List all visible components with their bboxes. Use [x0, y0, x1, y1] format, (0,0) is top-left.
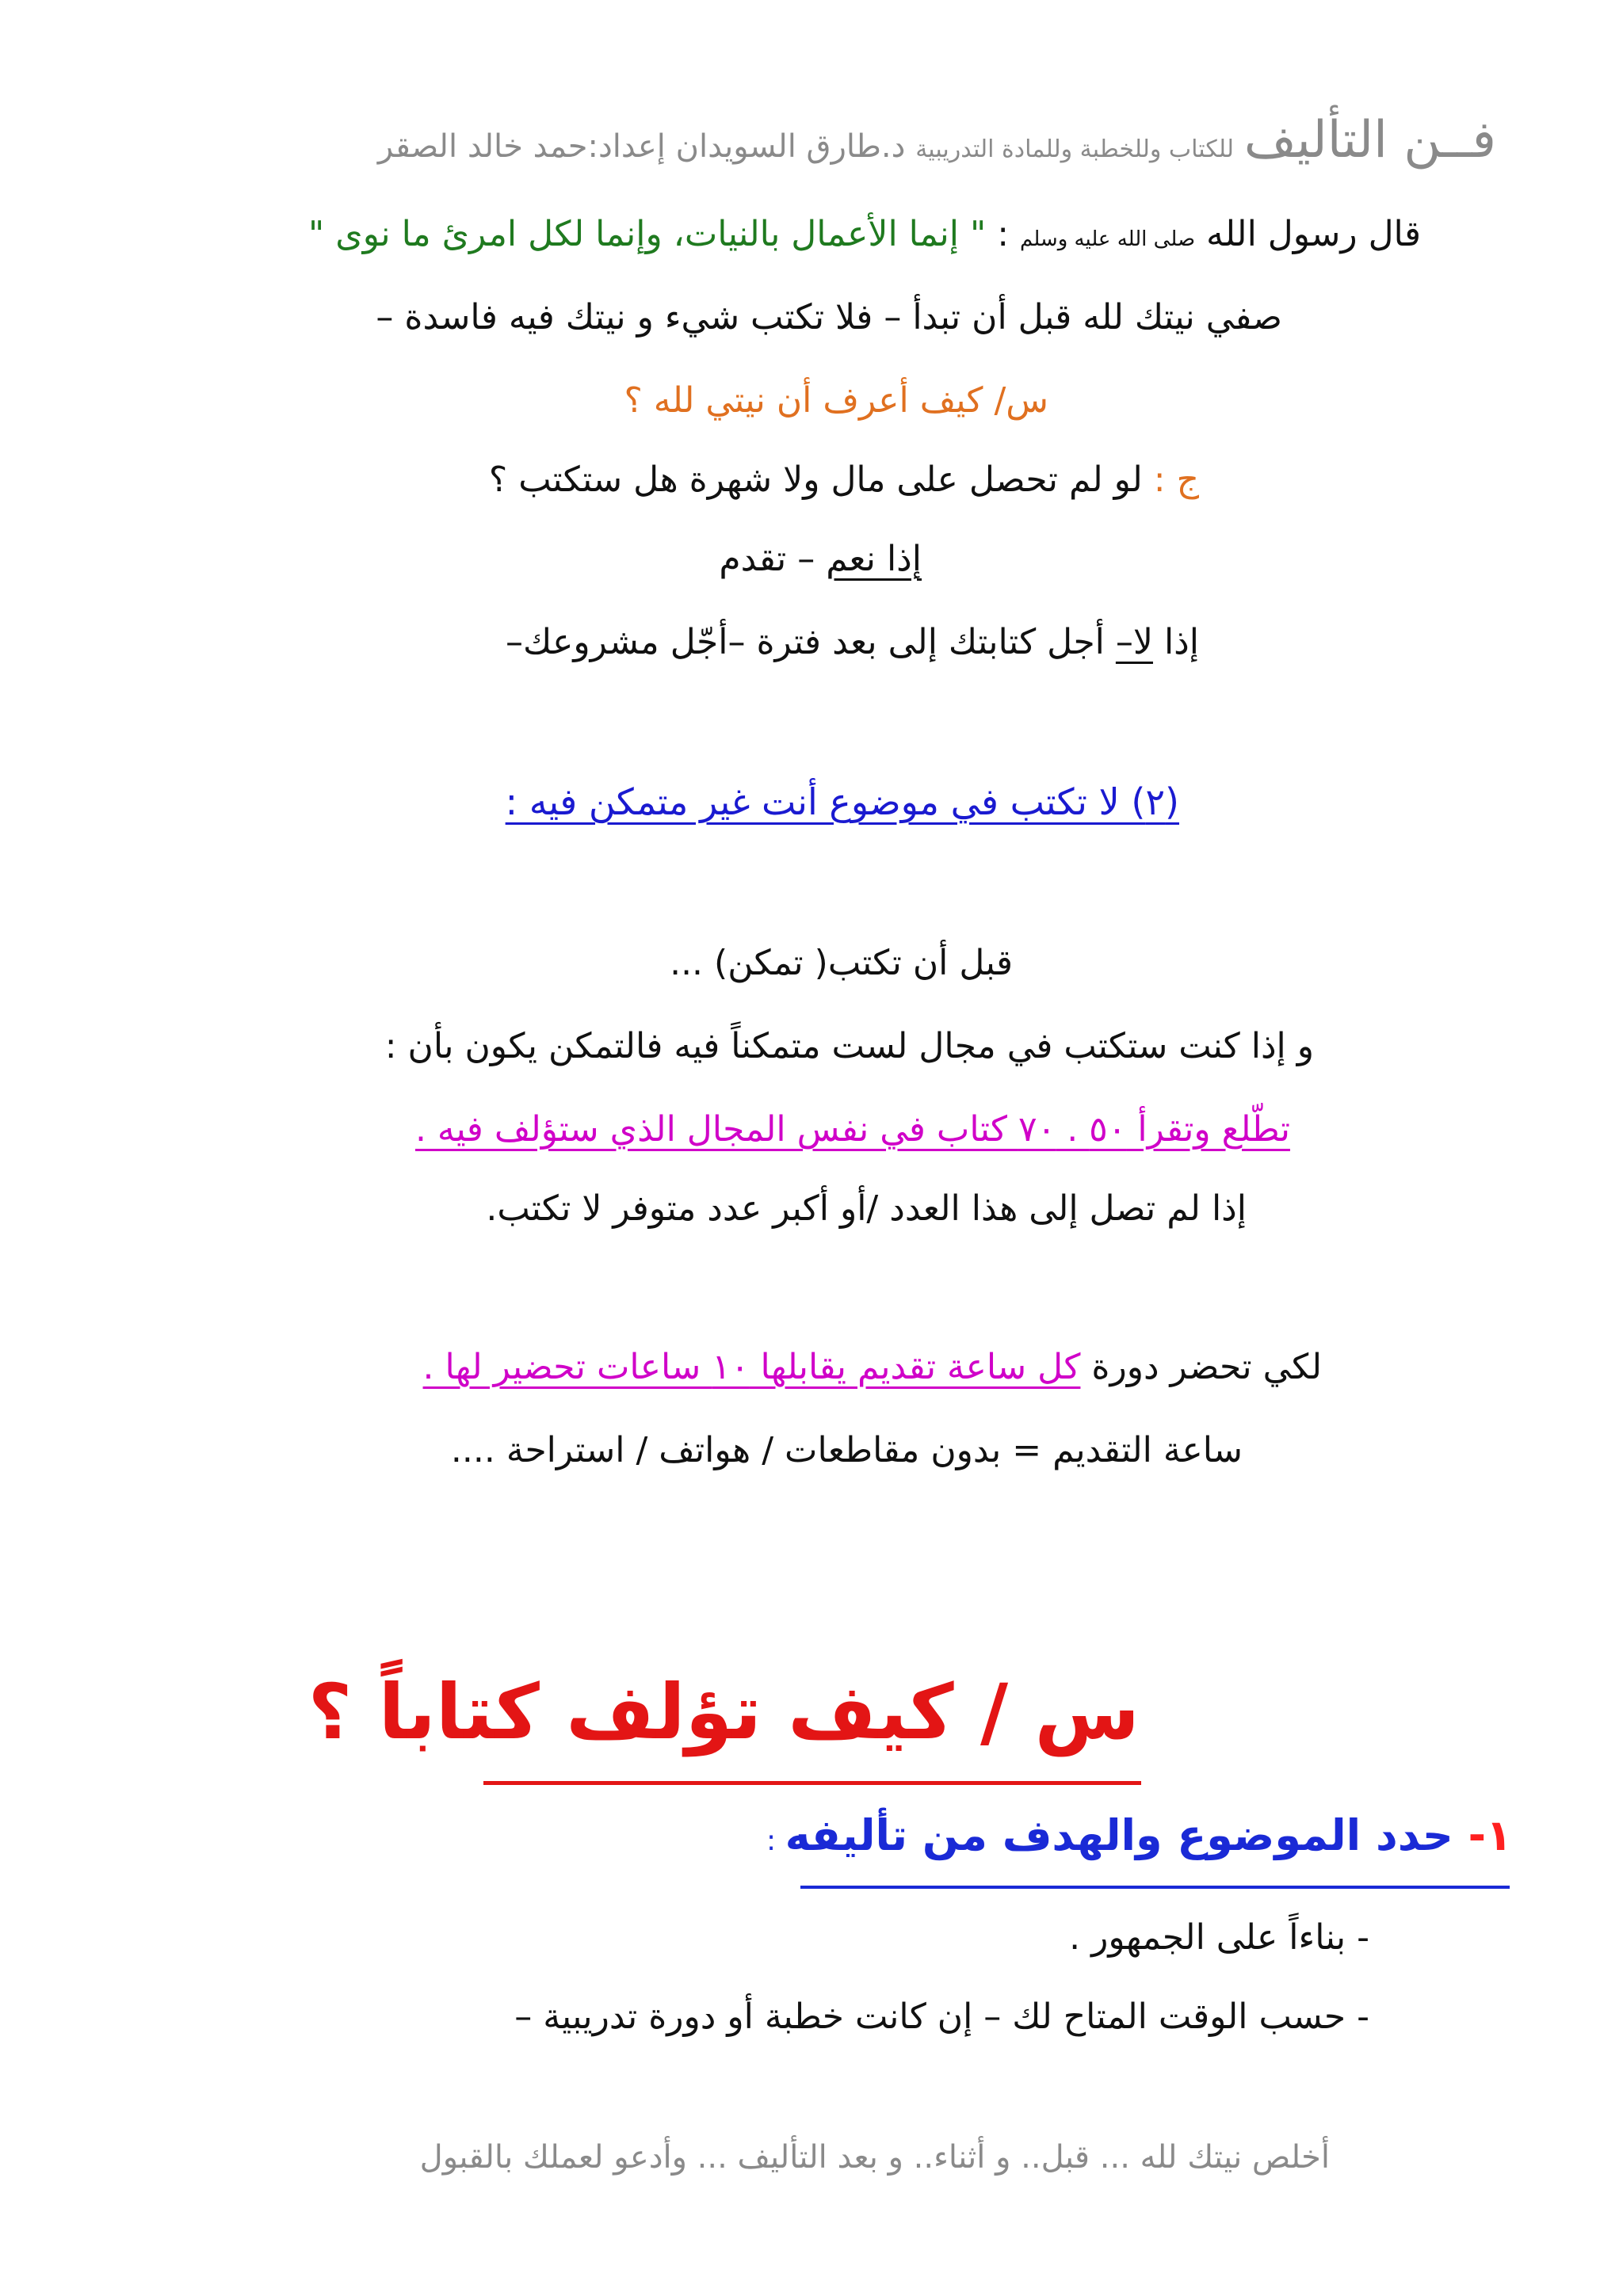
step1-bullet: - حسب الوقت المتاح لك – إن كانت خطبة أو دورة تدريبية – [514, 1997, 1369, 2037]
hadith-intro: قال رسول الله [1206, 214, 1421, 254]
header-prepared-by: إعداد:حمد خالد الصقر [377, 128, 666, 165]
hadith-colon: : [986, 214, 1021, 254]
if-no-word: لا– [1115, 622, 1153, 662]
intention-line: صفي نيتك لله قبل أن تبدأ – فلا تكتب شيء و نيتك فيه فاسدة – [376, 297, 1282, 338]
if-no-line [506, 622, 1199, 662]
step1-underline [800, 1886, 1510, 1889]
course-prefix: لكي تحضر دورة [1080, 1347, 1322, 1387]
step1-title: حدد الموضوع والهدف من تأليفه [785, 1810, 1468, 1860]
if-yes-line [719, 539, 922, 579]
step1-colon: : [766, 1825, 785, 1857]
answer-text: لو لم تحصل على مال ولا شهرة هل ستكتب ؟ [488, 460, 1154, 500]
section2-line3: تطّلع وتقرأ ٥٠ . ٧٠ كتاب في نفس المجال الذي ستؤلف فيه . [414, 1109, 1290, 1150]
section2-heading: (٢) لا تكتب في موضوع أنت غير متمكن فيه : [505, 780, 1179, 823]
page-footer: أخلص نيتك لله ... قبل.. و أثناء.. و بعد التأليف ... وأدعو لعملك بالقبول [419, 2139, 1330, 2176]
page-header [378, 111, 1496, 170]
header-subtitle: للكتاب وللخطبة وللمادة التدريبية [915, 135, 1234, 163]
intention-question: س/ كيف أعرف أن نيتي لله ؟ [624, 380, 1048, 421]
if-yes-label: إذا نعم [826, 539, 922, 579]
if-no-rest: أجل كتابتك إلى بعد فترة –أجّل مشروعك– [506, 622, 1116, 662]
hadith-quote: " إنما الأعمال بالنيات، وإنما لكل امرئ ما نوى " [308, 214, 987, 254]
section2-line2: و إذا كنت ستكتب في مجال لست متمكناً فيه فالتمكن يكون بأن : [384, 1026, 1314, 1066]
course-rule: كل ساعة تقديم يقابلها ١٠ ساعات تحضير لها . [422, 1347, 1081, 1387]
if-no-prefix: إذا [1152, 622, 1199, 662]
big-question-underline [483, 1781, 1141, 1785]
section2-line1: قبل أن تكتب( تمكن) ... [670, 943, 1013, 983]
step1-number: ١- [1468, 1810, 1512, 1860]
step1-heading [766, 1810, 1512, 1860]
presentation-line: ساعة التقديم = بدون مقاطعات / هواتف / استراحة .... [450, 1430, 1243, 1470]
hadith-honorific: صلى الله عليه وسلم [1020, 227, 1196, 251]
header-author: د.طارق السويدان [675, 128, 906, 165]
big-question-heading: س / كيف تؤلف كتاباً ؟ [307, 1668, 1140, 1756]
intention-answer [489, 460, 1199, 500]
step1-bullet: - بناءاً على الجمهور . [1069, 1917, 1369, 1958]
answer-label: ج : [1153, 460, 1199, 500]
course-line [423, 1347, 1322, 1387]
section2-line4: إذا لم تصل إلى هذا العدد /أو أكبر عدد متوفر لا تكتب. [486, 1188, 1247, 1229]
hadith-line [308, 214, 1421, 254]
if-yes-rest: – تقدم [719, 539, 827, 579]
header-title: فــن التأليف [1243, 111, 1496, 170]
